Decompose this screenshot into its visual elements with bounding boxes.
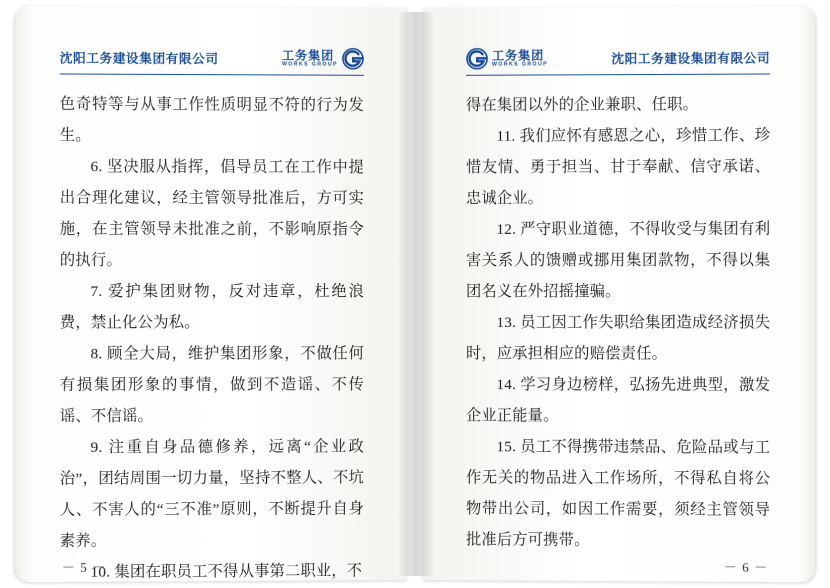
paragraph: 10. 集团在职员工不得从事第二职业，不 <box>90 562 363 581</box>
company-name-right: 沈阳工务建设集团有限公司 <box>611 51 771 67</box>
open-book <box>18 8 812 580</box>
paragraph: 13. 员工因工作失职给集团造成经济损失时，应承担相应的赔偿责任。 <box>466 314 771 363</box>
paragraph: 色奇特等与从事工作性质明显不符的行为发生。 <box>59 95 364 145</box>
logo-en-left: WORKS GROUP <box>281 60 338 68</box>
logo-left <box>282 47 364 69</box>
paragraph: 12. 严守职业道德，不得收受与集团有利害关系人的馈赠或挪用集团款物，不得以集团名义在外招摇撞骗。 <box>466 220 771 301</box>
paragraph: 15. 员工不得携带违禁品、危险品或与工作无关的物品进入工作场所，不得私自将公物带出公司，如因工作需要，须经主管领导批准后方可携带。 <box>466 438 771 549</box>
paragraph: 6. 坚决服从指挥，倡导员工在工作中提出合理化建议，经主管领导批准后，方可实施，在主管领导未批准之前，不影响原指令的执行。 <box>59 158 364 269</box>
company-name-left: 沈阳工务建设集团有限公司 <box>59 51 219 67</box>
works-group-logo-icon <box>342 48 364 70</box>
logo-cn-right: 工务集团 <box>492 48 545 63</box>
page-number-right: － 6 － <box>723 559 769 575</box>
paragraph: 7. 爱护集团财物，反对违章，杜绝浪费，禁止化公为私。 <box>59 282 364 332</box>
works-group-logo-icon <box>466 48 488 70</box>
right-page-header <box>466 44 770 76</box>
paragraph: 得在集团以外的企业兼职、任职。 <box>466 95 699 114</box>
right-page-body <box>466 89 770 557</box>
left-page-header <box>60 44 364 76</box>
logo-cn-left: 工务集团 <box>281 48 335 63</box>
right-page-content <box>466 44 770 552</box>
logo-text-left <box>282 49 338 67</box>
left-page-content <box>59 44 364 581</box>
paragraph: 11. 我们应怀有感恩之心，珍惜工作、珍惜友情、勇于担当、甘于奉献、信守承诺、忠诚企业。 <box>466 126 771 207</box>
right-page <box>422 6 815 582</box>
left-page <box>15 6 408 582</box>
logo-right <box>466 47 548 69</box>
paragraph: 8. 顾全大局，维护集团形象，不做任何有损集团形象的事情，做到不造谣、不传谣、不信谣。 <box>59 345 364 425</box>
logo-text-right <box>492 49 548 67</box>
page-number-left: － 5 － <box>61 559 107 575</box>
paragraph: 9. 注重自身品德修养，远离“企业政治”，团结周围一切力量，坚持不整人、不坑人、不害人的“三不准”原则，不断提升自身素养。 <box>59 438 364 550</box>
paragraph: 14. 学习身边榜样，弘扬先进典型，激发企业正能量。 <box>466 376 771 425</box>
left-page-body <box>60 89 364 588</box>
logo-en-right: WORKS GROUP <box>492 60 549 68</box>
